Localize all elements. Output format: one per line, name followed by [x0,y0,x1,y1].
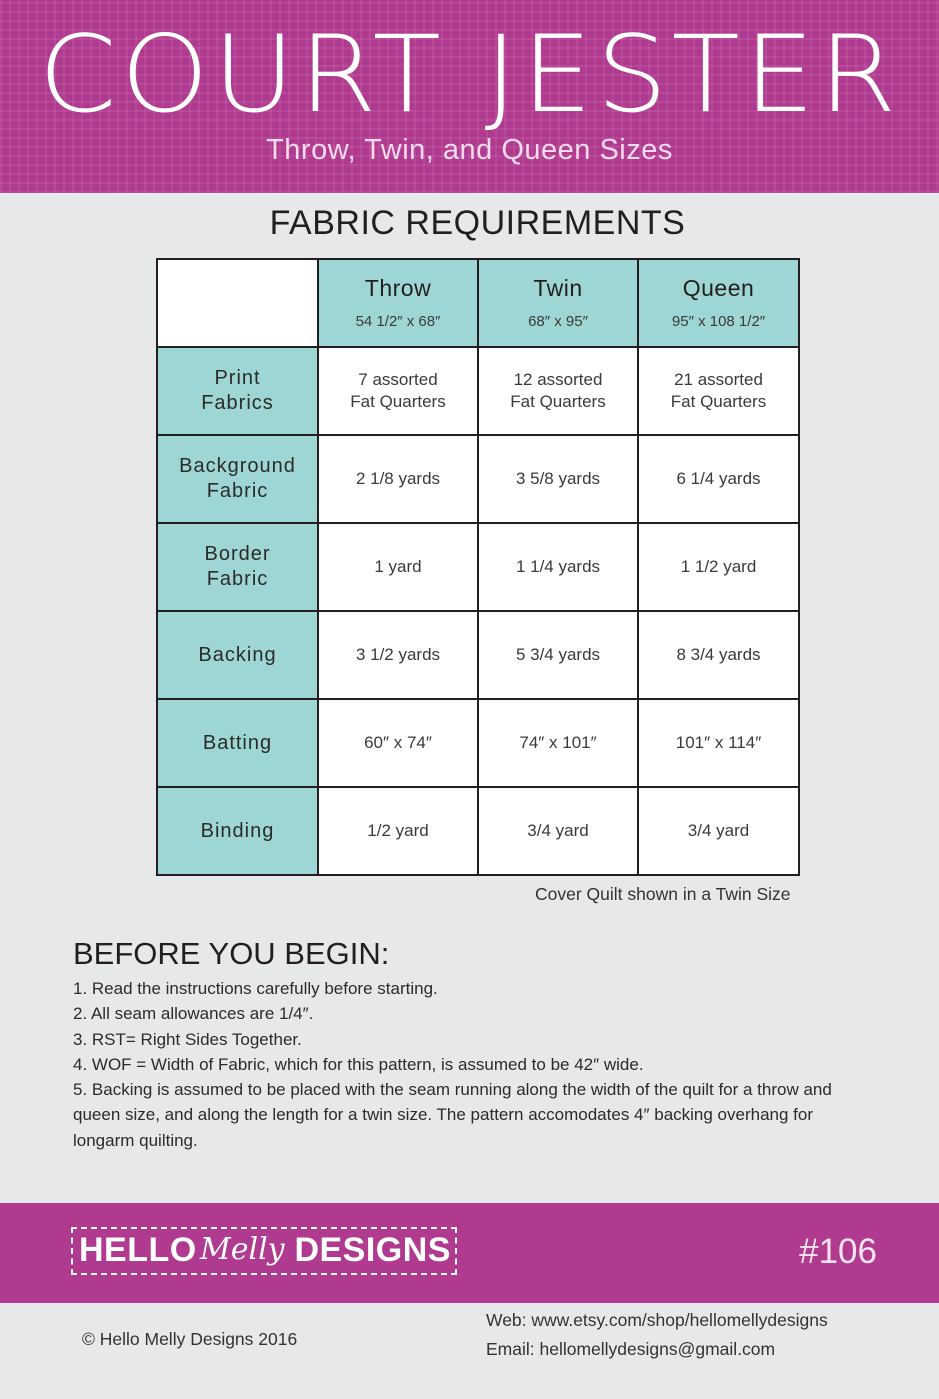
logo-text-hello: HELLO [79,1231,197,1269]
row-label-line: Background [179,455,296,477]
fabric-requirements-title: FABRIC REQUIREMENTS [269,204,686,242]
cell-line: 21 assorted [674,370,763,389]
table-cell: 3/4 yard [478,787,638,875]
table-cell: 1 1/4 yards [478,523,638,611]
table-cell: 8 3/4 yards [638,611,799,699]
table-cell [478,347,638,435]
column-header-throw [318,259,478,347]
pattern-subtitle: Throw, Twin, and Queen Sizes [266,134,673,166]
list-item: 3. RST= Right Sides Together. [73,1029,302,1049]
table-row [157,611,799,699]
column-size: 68″ x 95″ [528,313,588,330]
row-label-line: Fabric [206,568,269,590]
fabric-requirements-table [156,258,800,876]
table-cell [638,347,799,435]
row-label-line: Fabrics [201,392,274,414]
cell-line: Fat Quarters [510,392,606,411]
table-cell: 3 1/2 yards [318,611,478,699]
column-size: 95″ x 108 1/2″ [671,313,766,330]
row-label-backing: Backing [157,611,318,699]
row-label-binding: Binding [157,787,318,875]
table-row [157,699,799,787]
list-item: 4. WOF = Width of Fabric, which for this pattern, is assumed to be 42″ wide. [73,1054,644,1074]
row-label-border-fabric [157,523,318,611]
row-label-print-fabrics [157,347,318,435]
logo-text-script: Melly [200,1232,285,1267]
brand-logo [71,1227,457,1275]
row-label-batting: Batting [157,699,318,787]
table-cell [318,347,478,435]
table-header-row [157,259,799,347]
cell-line: 7 assorted [358,370,438,389]
table-cell: 2 1/8 yards [318,435,478,523]
table-row [157,787,799,875]
column-name: Twin [533,275,583,301]
column-header-queen [638,259,799,347]
table-row [157,523,799,611]
column-name: Throw [364,275,432,301]
table-row [157,347,799,435]
table-cell: 3 5/8 yards [478,435,638,523]
table-cell: 60″ x 74″ [318,699,478,787]
cell-line: 12 assorted [513,370,603,389]
logo-text-designs: DESIGNS [294,1231,451,1269]
copyright-text: © Hello Melly Designs 2016 [82,1329,298,1349]
table-cell: 3/4 yard [638,787,799,875]
row-label-line: Print [214,367,261,389]
web-link: Web: www.etsy.com/shop/hellomellydesigns [486,1310,828,1330]
before-you-begin-title: BEFORE YOU BEGIN: [73,936,390,971]
table-cell: 6 1/4 yards [638,435,799,523]
list-item: 1. Read the instructions carefully before starting. [73,979,438,998]
list-item: 5. Backing is assumed to be placed with the seam running along the width of the quilt for a throw and queen size, and along the length for a twin size. The pattern accomodates 4″ backing overhang for longarm quilting. [73,1080,832,1150]
table-cell: 101″ x 114″ [638,699,799,787]
table-cell: 1/2 yard [318,787,478,875]
row-label-line: Border [204,543,271,565]
list-item: 2. All seam allowances are 1/4″. [73,1004,314,1024]
column-header-twin [478,259,638,347]
before-you-begin-list [73,976,873,1153]
row-label-background-fabric [157,435,318,523]
table-cell: 1 yard [318,523,478,611]
cell-line: Fat Quarters [670,392,767,411]
header-banner [0,0,939,193]
cell-line: Fat Quarters [350,392,446,411]
table-cell: 5 3/4 yards [478,611,638,699]
table-corner-cell [157,259,318,347]
pattern-title: COURT JESTER [38,13,901,137]
column-size: 54 1/2″ x 68″ [355,313,441,330]
table-caption: Cover Quilt shown in a Twin Size [535,884,791,904]
column-name: Queen [682,275,755,301]
table-row [157,435,799,523]
row-label-line: Fabric [206,480,269,502]
table-cell: 1 1/2 yard [638,523,799,611]
pattern-number: #106 [799,1232,877,1271]
email-link: Email: hellomellydesigns@gmail.com [486,1339,776,1359]
table-cell: 74″ x 101″ [478,699,638,787]
